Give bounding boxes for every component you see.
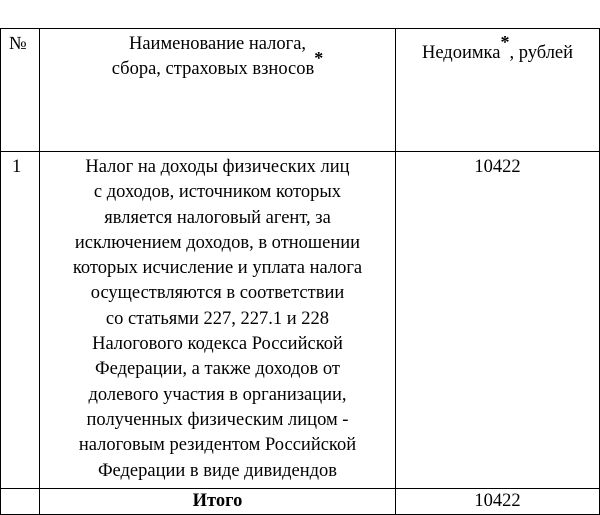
total-debt-cell [396,488,600,514]
tax-name-line: налоговым резидентом Российской [78,435,357,456]
header-name-cell [40,29,396,152]
tax-name-line: с доходов, источником которых [93,182,342,203]
header-debt-label: Недоимка [421,43,501,63]
tax-name-line: которых исчисление и уплата налога [72,258,363,279]
tax-name-line: Налогового кодекса Российской [92,334,343,355]
total-debt-amount: 10422 [474,490,521,511]
tax-name-line: Федерации, а также доходов от [95,359,340,380]
tax-arrears-table [0,28,600,515]
row-debt-amount: 10422 [474,157,521,177]
row-number-cell [1,152,40,489]
header-name-line-2: сбора, страховых взносов [111,59,315,80]
total-number-cell [1,488,40,514]
header-debt-unit: , рублей [509,43,574,63]
row-debt-cell [396,152,600,489]
tax-name-line: полученных физическим лицом - [86,409,349,430]
tax-name-line: долевого участия в организации, [88,384,347,405]
header-debt-cell [396,29,600,152]
total-label: Итого [192,490,243,511]
tax-name-line: Федерации в виде дивидендов [97,460,338,481]
row-tax-name-cell [40,152,396,489]
tax-name-line: со статьями 227, 227.1 и 228 [105,308,330,329]
table-header-row [1,29,600,152]
header-name-line-1: Наименование налога, [128,34,307,54]
header-name-footnote-mark: * [314,48,324,69]
header-name-line-2-wrap [44,48,391,82]
tax-name-line: Налог на доходы физических лиц [85,157,350,177]
header-number-cell [1,29,40,152]
table-row [1,152,600,489]
total-label-cell [40,488,396,514]
header-debt-footnote-mark: * [500,32,510,53]
row-number: 1 [12,157,22,177]
header-number-label: № [9,34,27,54]
tax-name-line: является налоговый агент, за [104,207,331,228]
tax-name-line: исключением доходов, в отношении [74,232,361,253]
table-total-row [1,488,600,514]
tax-name-line: осуществляются в соответствии [90,283,345,304]
